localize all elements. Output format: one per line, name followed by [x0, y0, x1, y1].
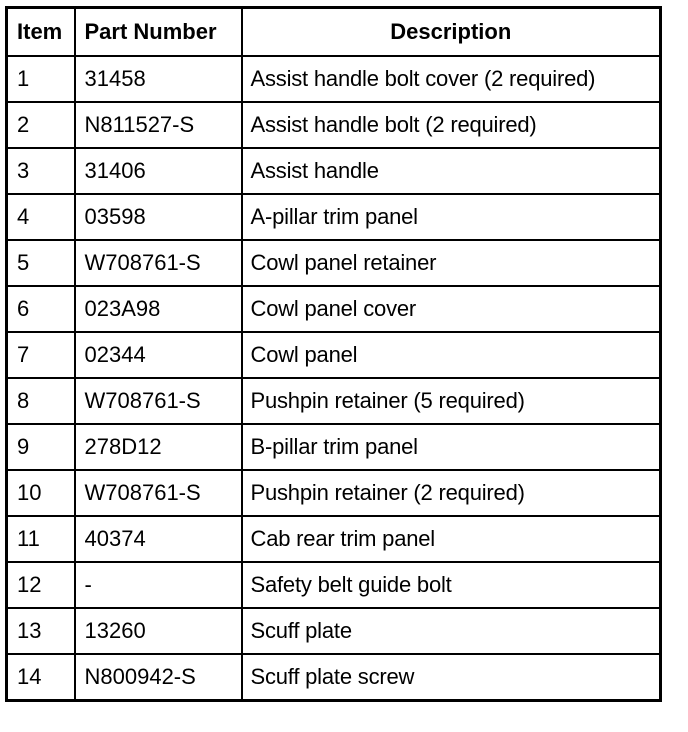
cell-item: 14 [7, 654, 75, 701]
cell-part-number: W708761-S [75, 470, 242, 516]
cell-part-number: 02344 [75, 332, 242, 378]
cell-part-number: 31458 [75, 56, 242, 102]
cell-part-number: N800942-S [75, 654, 242, 701]
cell-part-number: 13260 [75, 608, 242, 654]
table-row [7, 516, 661, 562]
cell-part-number: 31406 [75, 148, 242, 194]
cell-item: 9 [7, 424, 75, 470]
table-header [7, 8, 661, 57]
table-row [7, 148, 661, 194]
parts-table [5, 6, 662, 702]
cell-item: 4 [7, 194, 75, 240]
table-row [7, 332, 661, 378]
cell-item: 3 [7, 148, 75, 194]
cell-item: 10 [7, 470, 75, 516]
cell-item: 8 [7, 378, 75, 424]
cell-part-number: W708761-S [75, 240, 242, 286]
cell-part-number: 023A98 [75, 286, 242, 332]
cell-description: B-pillar trim panel [242, 424, 661, 470]
cell-description: Scuff plate [242, 608, 661, 654]
table-row [7, 240, 661, 286]
cell-description: Cowl panel cover [242, 286, 661, 332]
table-row [7, 562, 661, 608]
table-row [7, 56, 661, 102]
cell-item: 7 [7, 332, 75, 378]
table-row [7, 654, 661, 701]
table-row [7, 286, 661, 332]
cell-item: 6 [7, 286, 75, 332]
cell-item: 12 [7, 562, 75, 608]
header-description: Description [242, 8, 661, 57]
cell-description: A-pillar trim panel [242, 194, 661, 240]
table-row [7, 194, 661, 240]
cell-part-number: - [75, 562, 242, 608]
cell-description: Scuff plate screw [242, 654, 661, 701]
header-part-number: Part Number [75, 8, 242, 57]
header-row [7, 8, 661, 57]
cell-part-number: N811527-S [75, 102, 242, 148]
cell-item: 11 [7, 516, 75, 562]
cell-description: Pushpin retainer (2 required) [242, 470, 661, 516]
header-item: Item [7, 8, 75, 57]
cell-item: 5 [7, 240, 75, 286]
table-row [7, 424, 661, 470]
cell-description: Assist handle [242, 148, 661, 194]
cell-description: Pushpin retainer (5 required) [242, 378, 661, 424]
cell-description: Assist handle bolt (2 required) [242, 102, 661, 148]
cell-item: 13 [7, 608, 75, 654]
table-row [7, 102, 661, 148]
cell-description: Cab rear trim panel [242, 516, 661, 562]
table-body [7, 56, 661, 701]
cell-part-number: 40374 [75, 516, 242, 562]
cell-description: Cowl panel retainer [242, 240, 661, 286]
cell-part-number: 278D12 [75, 424, 242, 470]
cell-part-number: W708761-S [75, 378, 242, 424]
table-row [7, 378, 661, 424]
cell-description: Assist handle bolt cover (2 required) [242, 56, 661, 102]
cell-item: 1 [7, 56, 75, 102]
cell-part-number: 03598 [75, 194, 242, 240]
cell-description: Cowl panel [242, 332, 661, 378]
cell-item: 2 [7, 102, 75, 148]
table-row [7, 608, 661, 654]
table-row [7, 470, 661, 516]
cell-description: Safety belt guide bolt [242, 562, 661, 608]
